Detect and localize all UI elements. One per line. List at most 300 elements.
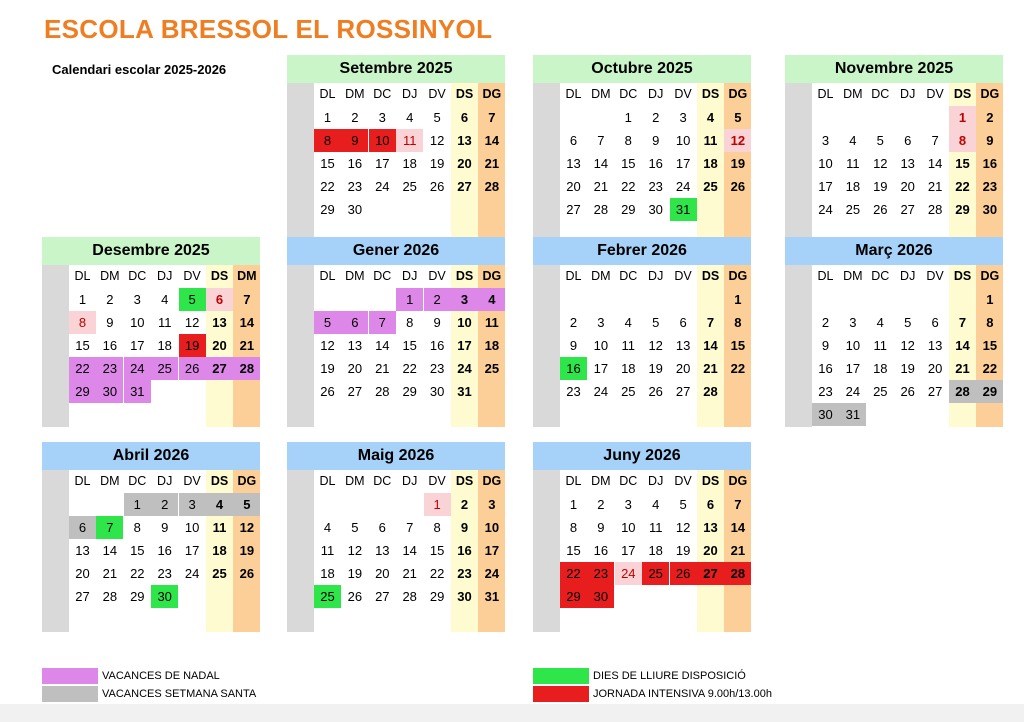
footer-bar [0,704,1024,722]
day-cell: 21 [96,562,123,585]
day-cell: 12 [724,129,751,152]
day-cell: 3 [179,493,206,516]
day-cell: 2 [976,106,1003,129]
day-cell: 28 [697,380,724,403]
day-cell: 5 [724,106,751,129]
day-cell: 26 [424,175,451,198]
month-title: Juny 2026 [533,442,751,470]
day-cell: 27 [894,198,921,221]
day-cell: 27 [697,562,724,585]
day-cell: 1 [560,493,587,516]
day-cell: 20 [697,539,724,562]
weekday-header: DM [843,269,863,283]
weekday-header: DS [455,474,474,488]
weekday-header: DS [455,87,474,101]
weekday-header: DJ [157,269,173,283]
weekday-header: DG [728,87,748,101]
day-cell: 30 [341,198,368,221]
day-cell: 12 [314,334,341,357]
day-cell: 8 [949,129,976,152]
day-cell: 23 [560,380,587,403]
weekday-header: DL [319,269,336,283]
day-cell: 1 [314,106,341,129]
month-title: Desembre 2025 [42,237,260,265]
day-cell: 25 [867,380,894,403]
day-cell: 7 [396,516,423,539]
day-cell: 15 [124,539,151,562]
day-cell: 19 [179,334,206,357]
weekday-header: DJ [402,474,418,488]
weekday-header: DM [100,269,120,283]
day-cell: 13 [451,129,478,152]
day-cell: 1 [724,288,751,311]
legend-swatch [533,668,589,684]
day-cell: 16 [560,357,587,380]
day-cell: 30 [151,585,178,608]
day-cell: 22 [560,562,587,585]
legend-swatch [42,668,98,684]
day-cell: 1 [424,493,451,516]
day-cell: 1 [396,288,423,311]
day-cell: 10 [670,129,697,152]
day-cell: 24 [478,562,505,585]
day-cell: 8 [396,311,423,334]
month-9 [533,442,751,632]
day-cell: 29 [124,585,151,608]
day-cell: 21 [369,357,396,380]
month-4 [287,237,505,427]
day-cell: 4 [867,311,894,334]
month-0 [287,55,505,245]
day-cell: 16 [812,357,839,380]
day-cell: 23 [151,562,178,585]
day-cell: 14 [233,311,260,334]
column-band [533,265,560,427]
day-cell: 10 [812,152,839,175]
weekday-header: DS [701,474,720,488]
day-cell: 31 [124,380,151,403]
day-cell: 16 [151,539,178,562]
day-cell: 10 [179,516,206,539]
day-cell: 23 [96,357,123,380]
weekday-header: DG [980,87,1000,101]
month-8 [287,442,505,632]
day-cell: 8 [615,129,642,152]
day-cell: 15 [615,152,642,175]
day-cell: 18 [151,334,178,357]
day-cell: 12 [341,539,368,562]
column-band [287,470,314,632]
day-cell: 1 [976,288,1003,311]
day-cell: 22 [396,357,423,380]
day-cell: 11 [314,539,341,562]
day-cell: 19 [341,562,368,585]
day-cell: 15 [314,152,341,175]
weekday-header: DC [373,474,392,488]
day-cell: 21 [949,357,976,380]
day-cell: 6 [894,129,921,152]
day-cell: 1 [69,288,96,311]
day-cell: 11 [206,516,233,539]
day-cell: 29 [424,585,451,608]
month-title: Novembre 2025 [785,55,1003,83]
day-cell: 11 [396,129,423,152]
day-cell: 21 [697,357,724,380]
day-cell: 25 [642,562,669,585]
day-cell: 17 [478,539,505,562]
day-cell: 22 [976,357,1003,380]
day-cell: 5 [670,493,697,516]
weekday-header: DM [100,474,120,488]
day-cell: 4 [478,288,505,311]
day-cell: 23 [812,380,839,403]
day-cell: 12 [867,152,894,175]
day-cell: 7 [96,516,123,539]
month-3 [42,237,260,427]
weekday-header: DS [953,269,972,283]
day-cell: 28 [922,198,949,221]
day-cell: 12 [179,311,206,334]
day-cell: 14 [96,539,123,562]
day-cell: 11 [839,152,866,175]
weekday-header: DC [128,269,147,283]
day-cell: 17 [587,357,614,380]
day-cell: 13 [560,152,587,175]
day-cell: 18 [206,539,233,562]
day-cell: 28 [233,357,260,380]
day-cell: 11 [642,516,669,539]
day-cell: 9 [812,334,839,357]
day-cell: 31 [451,380,478,403]
day-cell: 27 [69,585,96,608]
day-cell: 17 [615,539,642,562]
day-cell: 19 [424,152,451,175]
day-cell: 16 [341,152,368,175]
day-cell: 20 [369,562,396,585]
weekday-header: DV [926,87,944,101]
day-cell: 19 [314,357,341,380]
day-cell: 3 [615,493,642,516]
day-cell: 10 [124,311,151,334]
day-cell: 7 [587,129,614,152]
day-cell: 18 [478,334,505,357]
day-cell: 29 [396,380,423,403]
day-cell: 28 [478,175,505,198]
day-cell: 6 [206,288,233,311]
day-cell: 20 [341,357,368,380]
column-band [785,83,812,245]
weekday-header: DJ [648,474,664,488]
day-cell: 17 [369,152,396,175]
day-cell: 27 [560,198,587,221]
weekday-header: DG [980,269,1000,283]
weekday-header: DL [319,474,336,488]
day-cell: 29 [949,198,976,221]
day-cell: 10 [369,129,396,152]
day-cell: 12 [894,334,921,357]
day-cell: 7 [697,311,724,334]
day-cell: 11 [615,334,642,357]
day-cell: 18 [642,539,669,562]
day-cell: 26 [314,380,341,403]
day-cell: 14 [369,334,396,357]
legend-label: VACANCES SETMANA SANTA [102,688,257,700]
day-cell: 15 [949,152,976,175]
weekday-header: DL [74,269,91,283]
day-cell: 8 [424,516,451,539]
day-cell: 31 [478,585,505,608]
weekday-header: DV [428,87,446,101]
day-cell: 6 [69,516,96,539]
day-cell: 11 [151,311,178,334]
weekday-header: DS [701,269,720,283]
day-cell: 7 [478,106,505,129]
day-cell: 3 [587,311,614,334]
day-cell: 29 [69,380,96,403]
day-cell: 22 [314,175,341,198]
day-cell: 27 [341,380,368,403]
month-1 [533,55,751,245]
day-cell: 7 [369,311,396,334]
weekday-header: DJ [402,87,418,101]
day-cell: 26 [894,380,921,403]
day-cell: 13 [341,334,368,357]
day-cell: 6 [922,311,949,334]
weekday-header: DS [701,87,720,101]
weekday-header: DC [619,87,638,101]
day-cell: 15 [424,539,451,562]
day-cell: 21 [724,539,751,562]
month-title: Octubre 2025 [533,55,751,83]
day-cell: 10 [451,311,478,334]
day-cell: 3 [451,288,478,311]
day-cell: 22 [424,562,451,585]
day-cell: 2 [587,493,614,516]
day-cell: 28 [96,585,123,608]
day-cell: 10 [839,334,866,357]
weekday-header: DV [674,87,692,101]
day-cell: 2 [151,493,178,516]
day-cell: 25 [478,357,505,380]
weekday-header: DV [183,269,201,283]
day-cell: 9 [642,129,669,152]
day-cell: 30 [587,585,614,608]
day-cell: 22 [724,357,751,380]
day-cell: 29 [560,585,587,608]
day-cell: 13 [69,539,96,562]
day-cell: 5 [233,493,260,516]
day-cell: 18 [314,562,341,585]
day-cell: 19 [724,152,751,175]
day-cell: 30 [424,380,451,403]
day-cell: 6 [451,106,478,129]
day-cell: 24 [615,562,642,585]
day-cell: 30 [96,380,123,403]
day-cell: 4 [151,288,178,311]
day-cell: 7 [724,493,751,516]
weekday-header: DC [373,87,392,101]
day-cell: 28 [724,562,751,585]
day-cell: 30 [451,585,478,608]
day-cell: 9 [560,334,587,357]
weekday-header: DC [871,87,890,101]
day-cell: 24 [670,175,697,198]
day-cell: 17 [839,357,866,380]
day-cell: 18 [396,152,423,175]
day-cell: 13 [670,334,697,357]
day-cell: 2 [424,288,451,311]
day-cell: 31 [839,403,866,426]
day-cell: 3 [124,288,151,311]
day-cell: 4 [642,493,669,516]
weekday-header: DC [619,474,638,488]
day-cell: 22 [124,562,151,585]
column-band [287,83,314,245]
day-cell: 7 [233,288,260,311]
month-2 [785,55,1003,245]
day-cell: 25 [396,175,423,198]
day-cell: 4 [314,516,341,539]
day-cell: 18 [615,357,642,380]
day-cell: 15 [396,334,423,357]
weekday-header: DM [591,87,611,101]
day-cell: 8 [69,311,96,334]
weekday-header: DL [565,474,582,488]
column-band [785,265,812,427]
day-cell: 19 [233,539,260,562]
day-cell: 26 [670,562,697,585]
day-cell: 17 [670,152,697,175]
day-cell: 29 [615,198,642,221]
day-cell: 16 [587,539,614,562]
weekday-header: DM [345,474,365,488]
month-6 [785,237,1003,427]
day-cell: 28 [587,198,614,221]
day-cell: 13 [697,516,724,539]
month-title: Setembre 2025 [287,55,505,83]
day-cell: 13 [922,334,949,357]
weekday-header: DL [74,474,91,488]
day-cell: 27 [206,357,233,380]
day-cell: 17 [179,539,206,562]
weekday-header: DJ [648,269,664,283]
day-cell: 27 [451,175,478,198]
day-cell: 22 [949,175,976,198]
day-cell: 27 [670,380,697,403]
day-cell: 8 [976,311,1003,334]
day-cell: 6 [369,516,396,539]
legend-label: VACANCES DE NADAL [102,670,220,682]
day-cell: 21 [396,562,423,585]
day-cell: 2 [341,106,368,129]
day-cell: 26 [233,562,260,585]
day-cell: 6 [341,311,368,334]
day-cell: 10 [478,516,505,539]
day-cell: 5 [179,288,206,311]
day-cell: 20 [451,152,478,175]
column-band [42,265,69,427]
day-cell: 3 [478,493,505,516]
day-cell: 17 [124,334,151,357]
weekday-header: DV [674,269,692,283]
day-cell: 5 [867,129,894,152]
day-cell: 6 [670,311,697,334]
weekday-header: DC [871,269,890,283]
day-cell: 21 [478,152,505,175]
day-cell: 2 [560,311,587,334]
day-cell: 24 [451,357,478,380]
day-cell: 14 [396,539,423,562]
day-cell: 9 [341,129,368,152]
day-cell: 11 [867,334,894,357]
weekday-header: DC [128,474,147,488]
day-cell: 19 [642,357,669,380]
day-cell: 14 [922,152,949,175]
calendar-subtitle: Calendari escolar 2025-2026 [52,62,227,77]
day-cell: 12 [233,516,260,539]
day-cell: 4 [396,106,423,129]
day-cell: 15 [724,334,751,357]
day-cell: 13 [206,311,233,334]
day-cell: 8 [124,516,151,539]
day-cell: 15 [560,539,587,562]
day-cell: 20 [670,357,697,380]
day-cell: 3 [369,106,396,129]
weekday-header: DS [210,269,229,283]
day-cell: 23 [642,175,669,198]
weekday-header: DG [728,474,748,488]
day-cell: 1 [124,493,151,516]
month-7 [42,442,260,632]
day-cell: 9 [587,516,614,539]
day-cell: 4 [839,129,866,152]
day-cell: 10 [587,334,614,357]
day-cell: 9 [424,311,451,334]
day-cell: 2 [812,311,839,334]
weekday-header: DG [237,474,257,488]
day-cell: 20 [922,357,949,380]
day-cell: 4 [615,311,642,334]
day-cell: 26 [724,175,751,198]
weekday-header: DC [619,269,638,283]
day-cell: 24 [124,357,151,380]
day-cell: 26 [179,357,206,380]
month-title: Febrer 2026 [533,237,751,265]
weekday-header: DJ [402,269,418,283]
day-cell: 9 [151,516,178,539]
day-cell: 8 [314,129,341,152]
month-title: Abril 2026 [42,442,260,470]
day-cell: 13 [369,539,396,562]
day-cell: 3 [839,311,866,334]
day-cell: 12 [670,516,697,539]
weekday-header: DM [591,474,611,488]
day-cell: 19 [867,175,894,198]
day-cell: 24 [812,198,839,221]
day-cell: 29 [314,198,341,221]
day-cell: 21 [922,175,949,198]
weekday-header: DL [319,87,336,101]
weekday-header: DG [728,269,748,283]
page-title: ESCOLA BRESSOL EL ROSSINYOL [44,14,493,44]
day-cell: 19 [670,539,697,562]
day-cell: 22 [69,357,96,380]
day-cell: 2 [642,106,669,129]
day-cell: 15 [976,334,1003,357]
day-cell: 30 [812,403,839,426]
day-cell: 13 [894,152,921,175]
month-title: Gener 2026 [287,237,505,265]
